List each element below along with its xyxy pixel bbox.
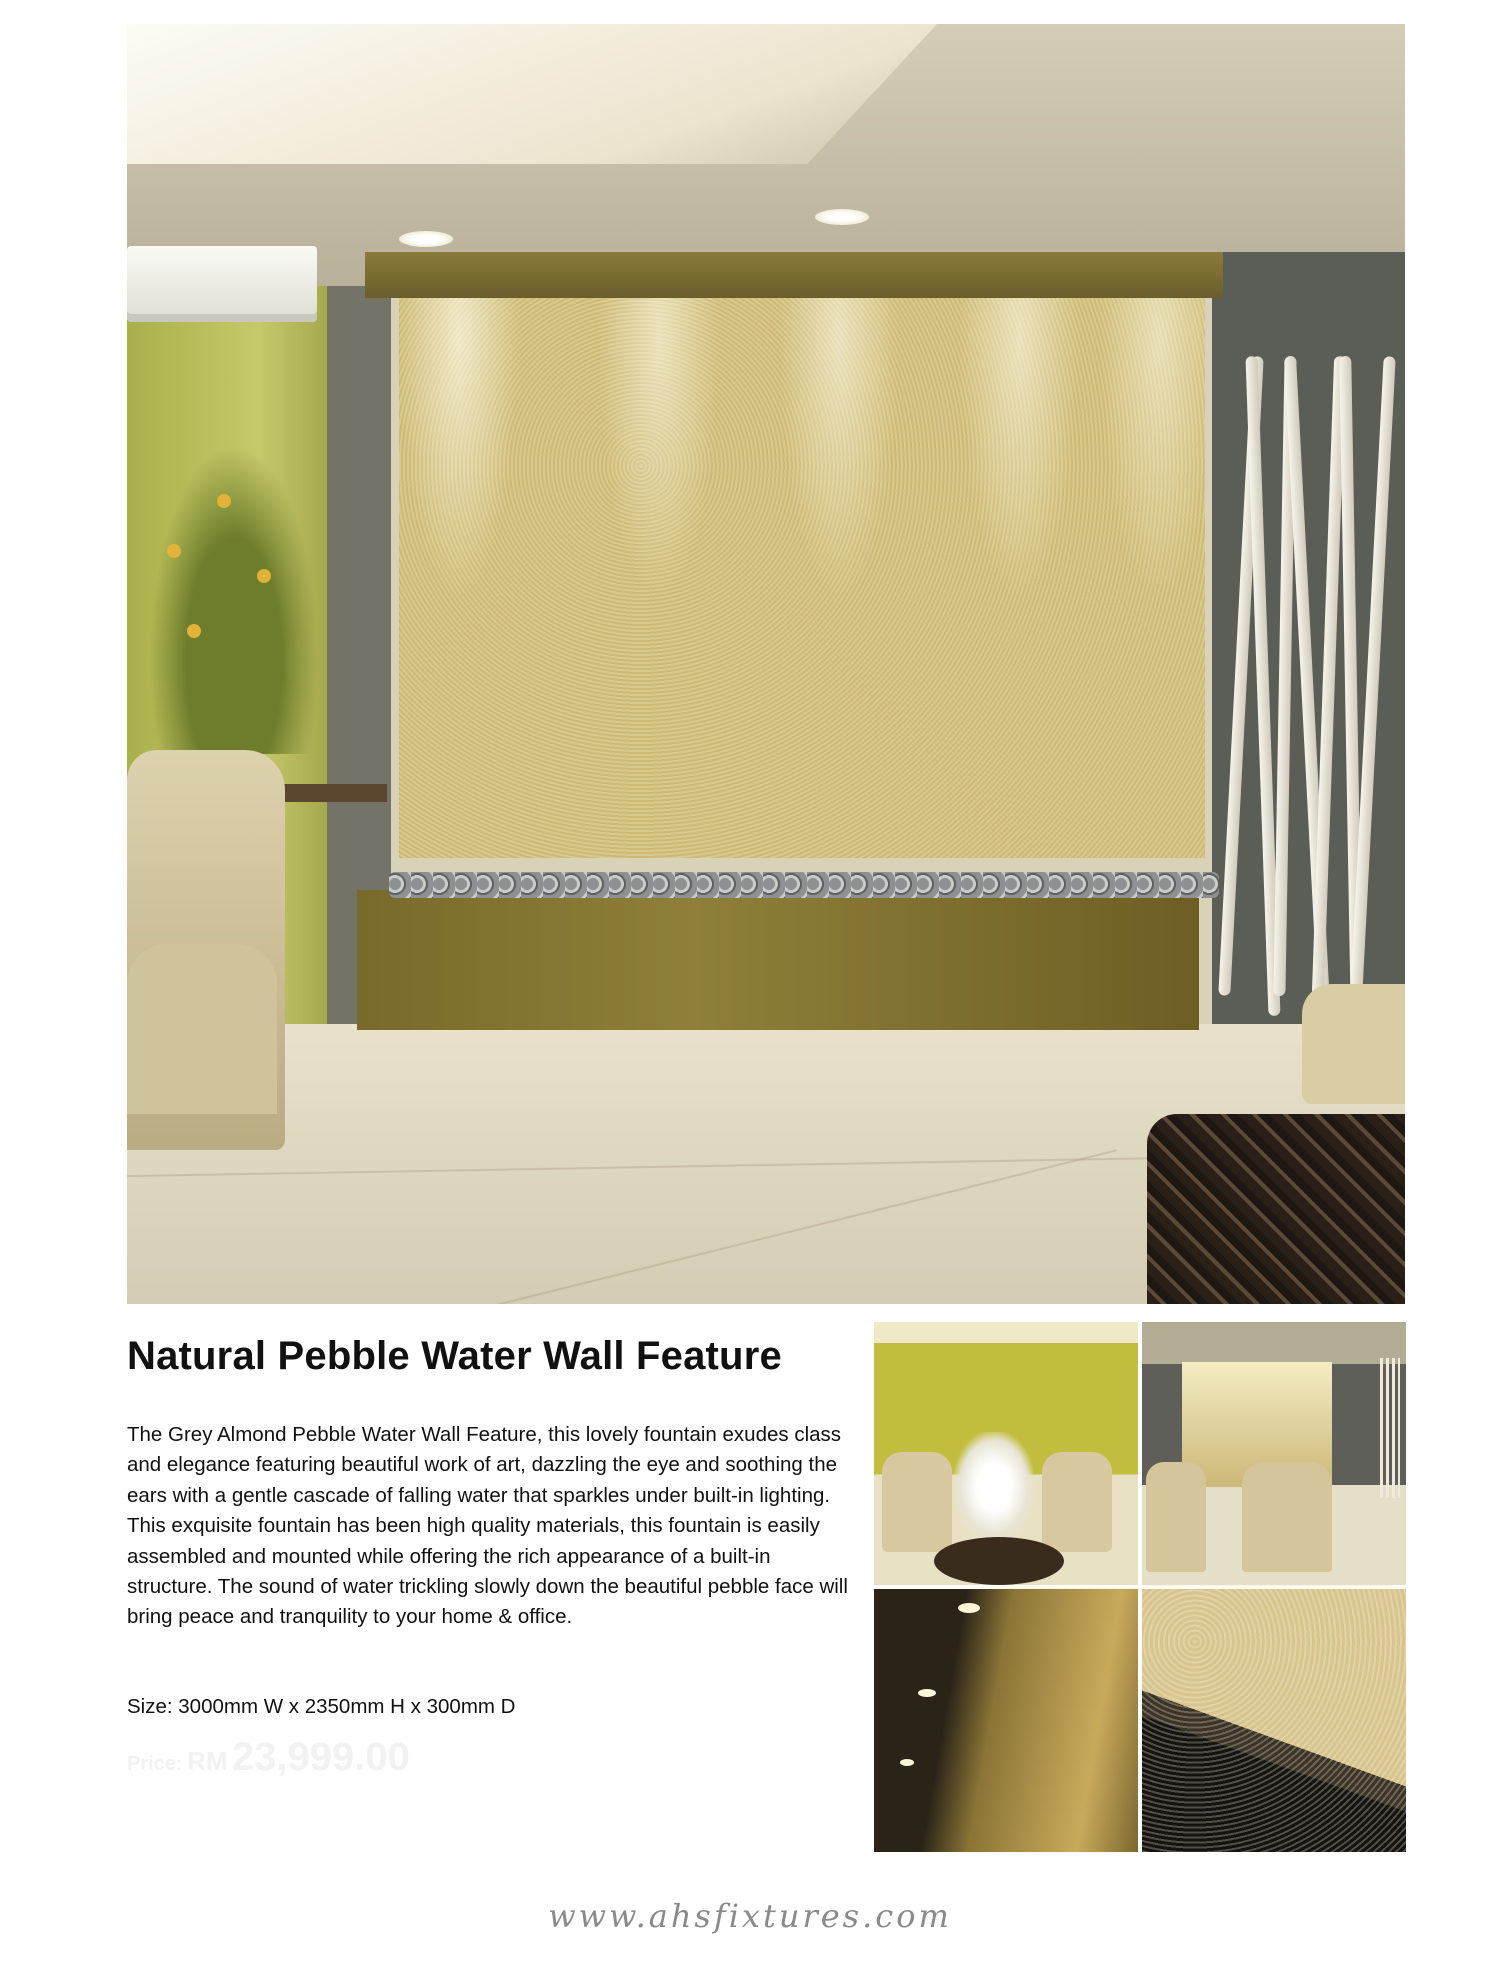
thumb-coffee-table [934, 1537, 1064, 1585]
thumb-chair [1242, 1462, 1332, 1572]
pebble-panel [399, 298, 1205, 858]
armchair-arm [127, 944, 277, 1114]
thumb-downlight [918, 1689, 936, 1697]
air-conditioner [127, 246, 317, 322]
flower-arrangement [149, 444, 319, 754]
hero-photo-water-wall [127, 24, 1405, 1304]
thumbnail-panel-closeup [1142, 1589, 1406, 1852]
product-description: The Grey Almond Pebble Water Wall Feature, this lovely fountain exudes class and elegance featuring beautiful work of art, dazzling the eye and soothing the ears with a gentle cascade of falling water that sparkles under built-in lighting. This exquisite fountain has been high quality materials, this fountain is easily assembled and mounted while offering the rich appearance of a built-in structure. The sound of water trickling slowly down the beautiful pebble face will bring peace and tranquility to your home & office. [127, 1423, 848, 1629]
price-currency: RM [187, 1746, 228, 1776]
thumbnail-lit-panel [874, 1589, 1138, 1852]
thumb-orchids [954, 1432, 1034, 1542]
thumb-branches [1380, 1358, 1400, 1498]
product-title: Natural Pebble Water Wall Feature [127, 1334, 782, 1378]
price-amount: 23,999.00 [231, 1735, 410, 1779]
footer-website: www.ahsfixtures.com [548, 1897, 952, 1935]
thumb-downlight [958, 1603, 980, 1613]
thumbnail-water-wall-room [1142, 1322, 1406, 1585]
pebble-row [389, 872, 1219, 898]
water-basin [357, 890, 1199, 1030]
flower [217, 494, 231, 508]
thumb-chair [1146, 1462, 1206, 1572]
product-size: Size: 3000mm W x 2350mm H x 300mm D [127, 1695, 516, 1718]
paisley-cushion [1147, 1114, 1405, 1304]
armchair-right [1302, 984, 1405, 1104]
water-wall-header [365, 252, 1223, 298]
thumbnail-grid [874, 1322, 1406, 1852]
downlight [815, 209, 869, 225]
side-table [277, 784, 387, 802]
thumb-downlight [900, 1759, 914, 1766]
price-label: Price: [127, 1753, 183, 1775]
flower [257, 569, 271, 583]
thumb-pebble-texture [1142, 1589, 1406, 1852]
product-price [127, 1735, 410, 1780]
thumb-chair [1042, 1452, 1112, 1552]
flower [187, 624, 201, 638]
thumbnail-lounge-chairs [874, 1322, 1138, 1585]
downlight [399, 231, 453, 247]
flower [167, 544, 181, 558]
thumb-chair [882, 1452, 952, 1552]
ceiling-cove-light [127, 24, 937, 164]
